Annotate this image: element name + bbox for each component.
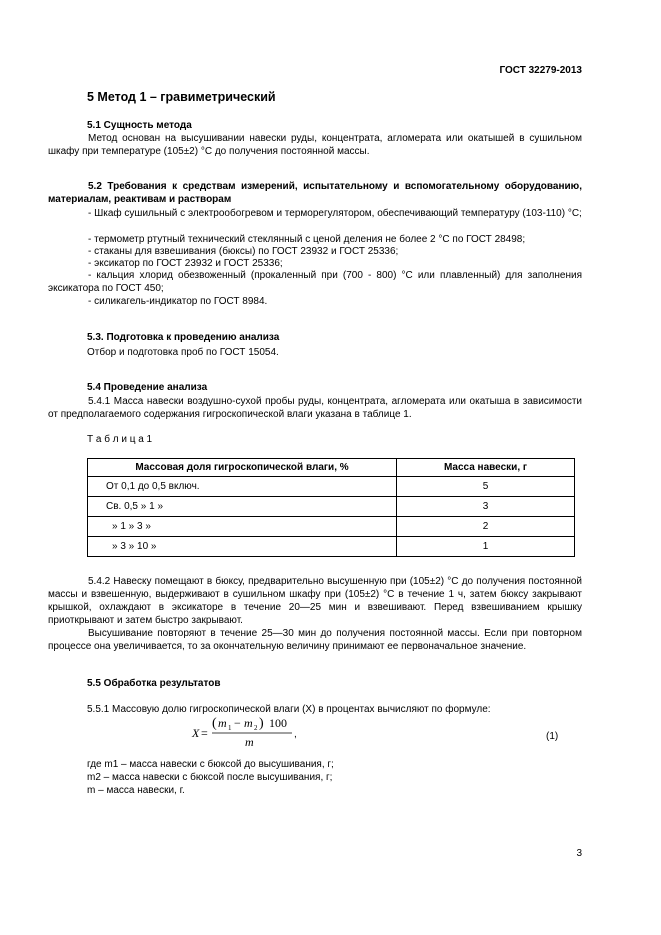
- table-cell-mass: 3: [397, 497, 575, 517]
- legend-m2: m2 – масса навески с бюксой после высушивания, г;: [87, 772, 333, 783]
- item-5-2-3: - стаканы для взвешивания (бюксы) по ГОСТ 23932 и ГОСТ 25336;: [88, 246, 399, 257]
- item-5-2-2: - термометр ртутный технический стеклянный с ценой деления не более 2 °С по ГОСТ 28498;: [88, 234, 526, 245]
- paragraph-5-5-1: 5.5.1 Массовую долю гигроскопической влаги (X) в процентах вычисляют по формуле:: [87, 704, 491, 715]
- heading-5-4: 5.4 Проведение анализа: [87, 382, 208, 393]
- heading-5-3: 5.3. Подготовка к проведению анализа: [87, 332, 280, 343]
- table-row: [88, 497, 575, 517]
- paragraph-5-4-1: 5.4.1 Масса навески воздушно-сухой пробы руды, концентрата, агломерата или окатыша в зависимости от предполагаемого содержания гигроскопической влаги указана в таблице 1.: [48, 396, 582, 420]
- table-cell-range: От 0,1 до 0,5 включ.: [88, 477, 397, 497]
- moisture-formula: [190, 713, 300, 753]
- heading-5-2: 5.2 Требования к средствам измерений, испытательному и вспомогательному оборудованию, материалам, реактивам и растворам: [48, 181, 582, 205]
- svg-text:100: 100: [269, 716, 287, 730]
- item-5-2-5: - кальция хлорид обезвоженный (прокаленный при (700 - 800) °С или плавленный) для заполнения эксикатора по ГОСТ 450;: [48, 270, 582, 294]
- heading-5-1: 5.1 Сущность метода: [87, 120, 192, 131]
- svg-text:m: m: [218, 716, 227, 730]
- paragraph-5-1: Метод основан на высушивании навески руды, концентрата, агломерата или окатышей в сушильном шкафу при температуре (105±2) °С до получения постоянной массы.: [48, 133, 582, 157]
- item-5-2-1: - Шкаф сушильный с электрообогревом и терморегулятором, обеспечивающий температуру (103-110) °С;: [88, 208, 582, 219]
- legend-m1: где m1 – масса навески с бюксой до высушивания, г;: [87, 759, 334, 770]
- table-header-moisture: Массовая доля гигроскопической влаги, %: [88, 459, 397, 477]
- table-cell-range: Св. 0,5 » 1 »: [88, 497, 397, 517]
- formula-number: (1): [546, 731, 559, 742]
- paragraph-5-3: Отбор и подготовка проб по ГОСТ 15054.: [87, 347, 279, 358]
- svg-text:=: =: [201, 726, 208, 740]
- table-row: [88, 477, 575, 497]
- table-cell-mass: 5: [397, 477, 575, 497]
- svg-text:2: 2: [254, 724, 258, 732]
- formula-comma: ,: [294, 729, 297, 740]
- table-header-row: [88, 459, 575, 477]
- svg-text:(: (: [212, 716, 217, 731]
- table-header-mass: Масса навески, г: [397, 459, 575, 477]
- svg-text:m: m: [244, 716, 253, 730]
- table-cell-range: » 1 » 3 »: [88, 517, 397, 537]
- paragraph-5-4-3: Высушивание повторяют в течение 25—30 мин до получения постоянной массы. Если при повторном процессе она увеличивается, то за окончательную величину принимают ее первоначальное значение.: [48, 628, 582, 652]
- moisture-table: [87, 458, 575, 557]
- svg-text:X: X: [192, 726, 200, 740]
- paragraph-5-4-2: 5.4.2 Навеску помещают в бюксу, предварительно высушенную при (105±2) °С до получения постоянной массы и взвешенную, выдерживают в сушильном шкафу при (105±2) °С в течение 1 ч, затем бюксу закрывают крышкой, охлаждают в эксикаторе в течение 20—25 мин и взвешивают. Перед взвешиванием крышку приоткрывают и затем быстро закрывают.: [48, 576, 582, 626]
- heading-5-5: 5.5 Обработка результатов: [87, 678, 221, 689]
- table-caption: Т а б л и ц а 1: [87, 434, 153, 445]
- table-cell-mass: 1: [397, 537, 575, 557]
- svg-text:): ): [259, 716, 264, 731]
- document-code: ГОСТ 32279-2013: [499, 65, 582, 76]
- item-5-2-6: - силикагель-индикатор по ГОСТ 8984.: [88, 296, 268, 307]
- section-title: 5 Метод 1 – гравиметрический: [87, 90, 276, 104]
- table-cell-range: » 3 » 10 »: [88, 537, 397, 557]
- page-number: 3: [576, 848, 582, 859]
- table-row: [88, 537, 575, 557]
- svg-text:m: m: [245, 735, 254, 749]
- item-5-2-4: - эксикатор по ГОСТ 23932 и ГОСТ 25336;: [88, 258, 283, 269]
- table-cell-mass: 2: [397, 517, 575, 537]
- svg-text:1: 1: [228, 724, 232, 732]
- svg-text:−: −: [234, 716, 241, 730]
- table-row: [88, 517, 575, 537]
- legend-m: m – масса навески, г.: [87, 785, 185, 796]
